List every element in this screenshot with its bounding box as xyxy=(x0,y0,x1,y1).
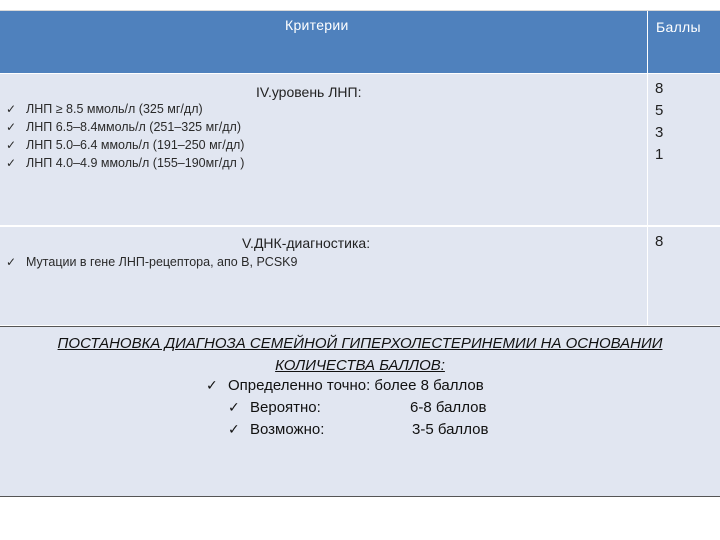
row-dna-diagnostics xyxy=(0,227,720,325)
diagnosis-title-line2: КОЛИЧЕСТВА БАЛЛОВ: xyxy=(275,357,445,374)
check-icon: ✓ xyxy=(6,138,17,152)
list-item: ✓ ЛНП 4.0–4.9 ммоль/л (155–190мг/дл ) xyxy=(6,156,245,170)
list-item: ✓ ЛНП 6.5–8.4ммоль/л (251–325 мг/дл) xyxy=(6,120,241,134)
diagnosis-block xyxy=(0,326,720,497)
header-criteria: Критерии xyxy=(285,17,349,33)
check-icon: ✓ xyxy=(6,255,17,269)
diagnosis-probable: ✓ Вероятно: xyxy=(228,399,321,416)
section-title-dna: V.ДНК-диагностика: xyxy=(242,235,371,251)
check-icon: ✓ xyxy=(6,120,17,134)
score-ldl-2: 5 xyxy=(655,102,664,119)
check-icon: ✓ xyxy=(206,378,218,394)
row-ldl-level xyxy=(0,74,720,225)
check-icon: ✓ xyxy=(6,102,17,116)
section-title-ldl: IV.уровень ЛНП: xyxy=(256,84,362,100)
score-dna: 8 xyxy=(655,233,664,250)
diagnosis-definite: ✓ Определенно точно: более 8 баллов xyxy=(206,377,484,394)
score-ldl-1: 8 xyxy=(655,80,664,97)
diagnosis-possible: ✓ Возможно: xyxy=(228,421,325,438)
list-item: ✓ ЛНП 5.0–6.4 ммоль/л (191–250 мг/дл) xyxy=(6,138,245,152)
check-icon: ✓ xyxy=(228,400,240,416)
score-ldl-3: 3 xyxy=(655,124,664,141)
score-ldl-4: 1 xyxy=(655,146,664,163)
header-criteria-cell xyxy=(0,11,648,73)
table-header xyxy=(0,10,720,73)
diagnosis-probable-value: 6-8 баллов xyxy=(410,399,487,416)
diagnosis-possible-value: 3-5 баллов xyxy=(412,421,489,438)
check-icon: ✓ xyxy=(6,156,17,170)
list-item: ✓ Мутации в гене ЛНП-рецептора, апо В, PCSK9 xyxy=(6,255,298,269)
diagnosis-title-line1: ПОСТАНОВКА ДИАГНОЗА СЕМЕЙНОЙ ГИПЕРХОЛЕСТЕРИНЕМИИ НА ОСНОВАНИИ xyxy=(57,335,663,352)
list-item: ✓ ЛНП ≥ 8.5 ммоль/л (325 мг/дл) xyxy=(6,102,203,116)
check-icon: ✓ xyxy=(228,422,240,438)
header-points: Баллы xyxy=(656,19,701,35)
